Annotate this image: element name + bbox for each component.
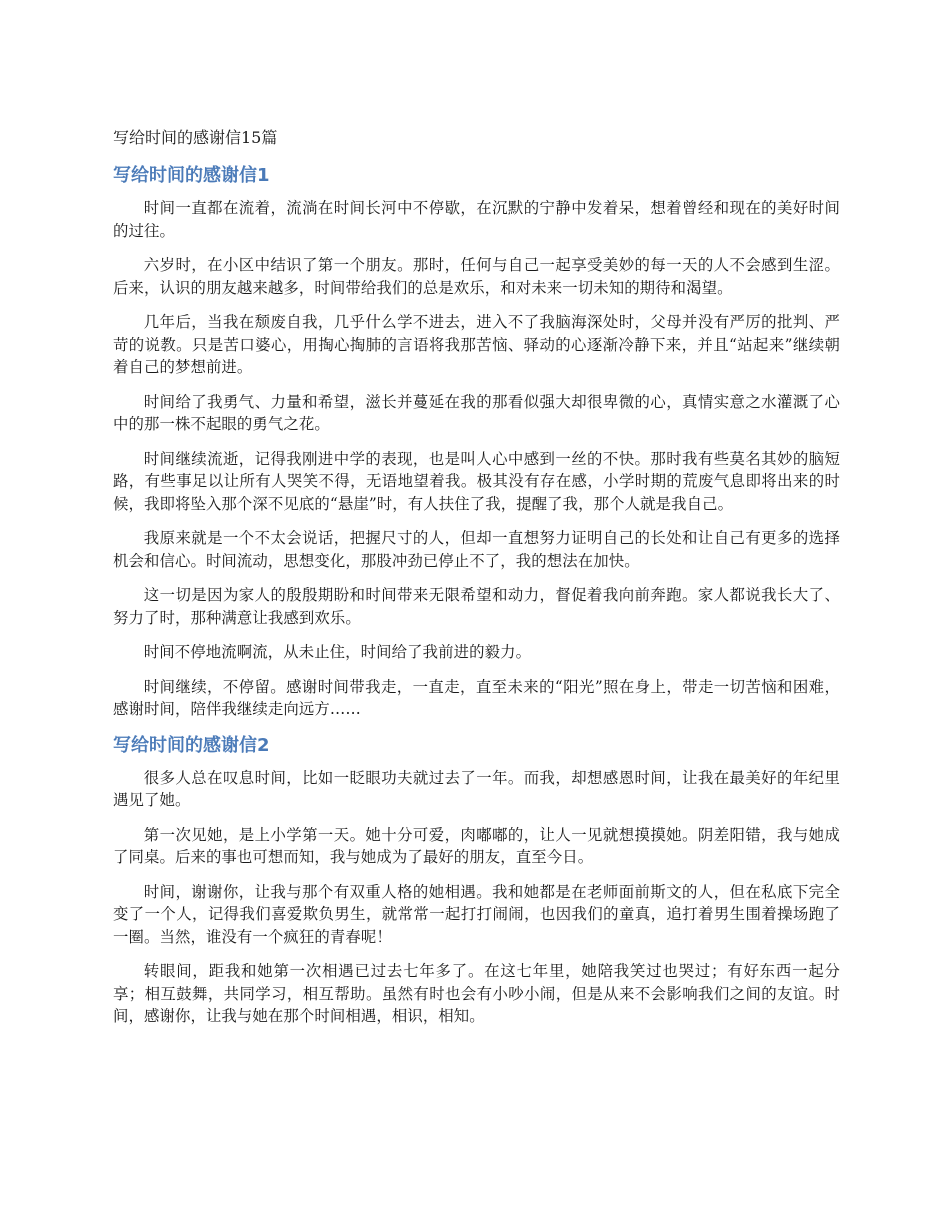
document-page [113,126,840,1040]
paragraph: 时间继续，不停留。感谢时间带我走，一直走，直至未来的“阳光”照在身上，带走一切苦恼和困难，感谢时间，陪伴我继续走向远方…… [113,677,840,718]
paragraph: 时间，谢谢你，让我与那个有双重人格的她相遇。我和她都是在老师面前斯文的人，但在私底下完全变了一个人，记得我们喜爱欺负男生，就常常一起打打闹闹，也因我们的童真，追打着男生围着操场跑了一圈。当然，谁没有一个疯狂的青春呢！ [113,882,840,946]
section-heading: 写给时间的感谢信2 [113,734,270,756]
document-title: 写给时间的感谢信15篇 [113,128,278,147]
paragraph: 时间继续流逝，记得我刚进中学的表现，也是叫人心中感到一丝的不快。那时我有些莫名其妙的脑短路，有些事足以让所有人哭笑不得，无语地望着我。极其没有存在感，小学时期的荒废气息即将出来的时候，我即将坠入那个深不见底的“悬崖”时，有人扶住了我，提醒了我，那个人就是我自己。 [113,449,840,513]
paragraph: 几年后，当我在颓废自我，几乎什么学不进去，进入不了我脑海深处时，父母并没有严厉的批判、严苛的说教。只是苦口婆心，用掏心掏肺的言语将我那苦恼、驿动的心逐渐冷静下来，并且“站起来”继续朝着自己的梦想前进。 [113,313,840,376]
paragraph: 时间给了我勇气、力量和希望，滋长并蔓延在我的那看似强大却很卑微的心，真情实意之水灌溉了心中的那一株不起眼的勇气之花。 [113,392,840,433]
paragraph: 第一次见她，是上小学第一天。她十分可爱，肉嘟嘟的，让人一见就想摸摸她。阴差阳错，我与她成了同桌。后来的事也可想而知，我与她成为了最好的朋友，直至今日。 [113,825,840,866]
section-heading: 写给时间的感谢信1 [113,165,270,186]
paragraph: 转眼间，距我和她第一次相遇已过去七年多了。在这七年里，她陪我笑过也哭过；有好东西一起分享；相互鼓舞，共同学习，相互帮助。虽然有时也会有小吵小闹，但是从来不会影响我们之间的友谊。时间，感谢你，让我与她在那个时间相遇，相识，相知。 [113,962,840,1025]
letter-section-1 [113,163,840,721]
paragraph: 这一切是因为家人的殷殷期盼和时间带来无限希望和动力，督促着我向前奔跑。家人都说我长大了、努力了时，那种满意让我感到欢乐。 [113,586,840,627]
paragraph: 时间一直都在流着，流淌在时间长河中不停歇，在沉默的宁静中发着呆，想着曾经和现在的美好时间的过往。 [113,199,840,240]
paragraph: 时间不停地流啊流，从未止住，时间给了我前进的毅力。 [143,643,532,661]
paragraph: 六岁时，在小区中结识了第一个朋友。那时，任何与自己一起享受美妙的每一天的人不会感到生涩。后来，认识的朋友越来越多，时间带给我们的总是欢乐，和对未来一切未知的期待和渴望。 [113,256,840,297]
paragraph: 很多人总在叹息时间，比如一眨眼功夫就过去了一年。而我，却想感恩时间，让我在最美好的年纪里遇见了她。 [113,768,840,809]
letter-section-2 [113,733,840,1028]
paragraph: 我原来就是一个不太会说话，把握尺寸的人，但却一直想努力证明自己的长处和让自己有更多的选择机会和信心。时间流动，思想变化，那股冲劲已停止不了，我的想法在加快。 [113,529,840,570]
